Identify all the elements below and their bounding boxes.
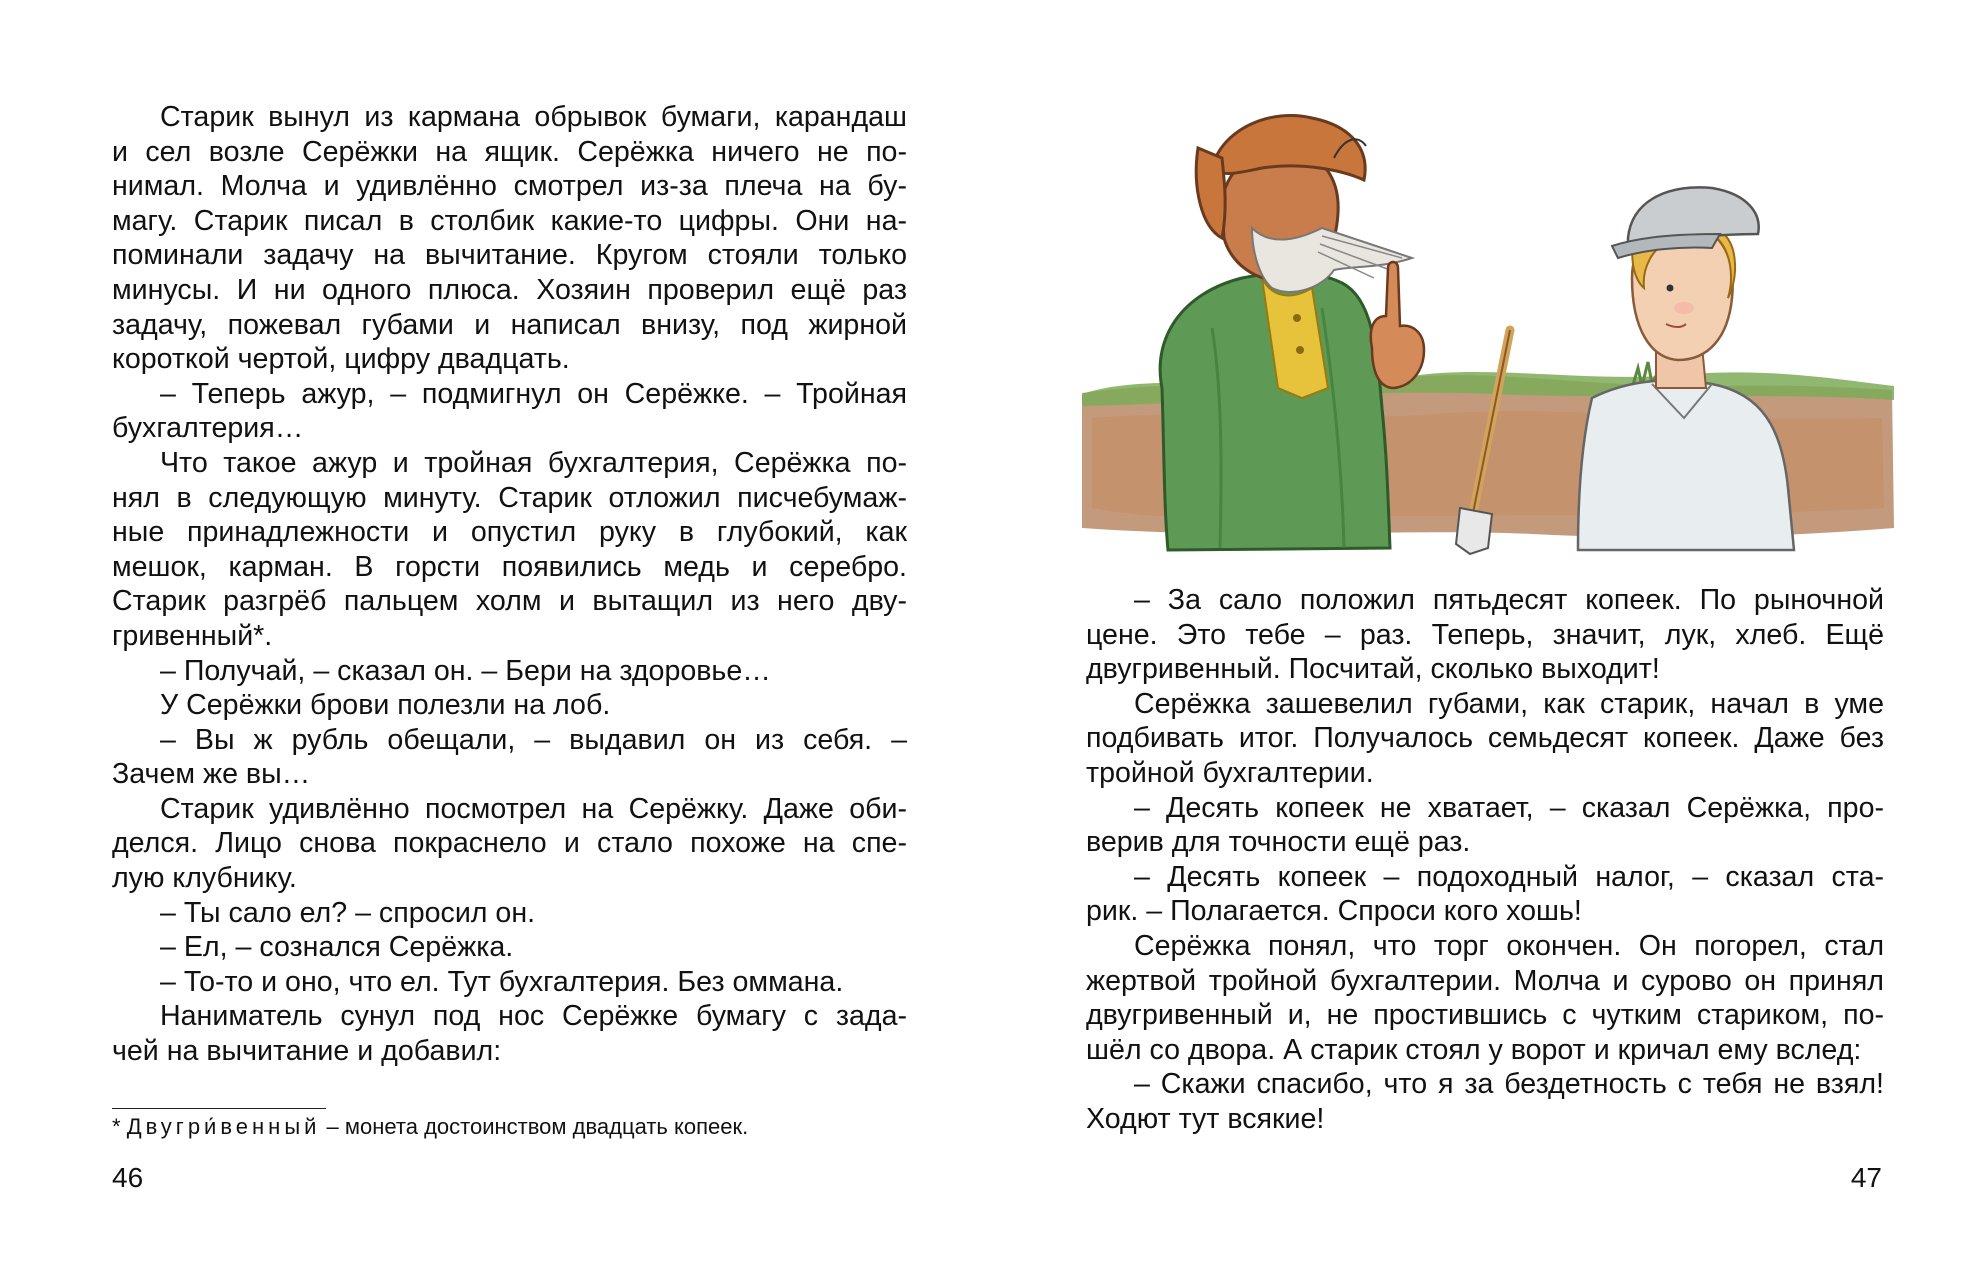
text-line: поминали задачу на вычитание. Кругом стояли только [112,239,907,272]
text-paragraph [112,688,907,723]
text-line: Наниматель сунул под нос Серёжке бумагу с зада- [160,1000,907,1033]
page-number-left: 46 [112,1162,144,1193]
dialogue-paragraph [1086,583,1884,687]
text-line: и сел возле Серёжки на ящик. Серёжка ничего не по- [112,135,907,168]
footnote-definition: – монета достоинством двадцать копеек. [326,1114,749,1139]
footnote-separator [112,1108,326,1109]
dialogue-paragraph [112,377,907,446]
text-line: двугривенный и, не простившись с чутким стариком, по- [1086,999,1884,1032]
text-line: Старик удивлённо посмотрел на Серёжку. Даже оби- [160,792,907,825]
text-line: – То-то и оно, что ел. Тут бухгалтерия. Без оммана. [160,965,844,998]
text-line: шёл со двора. А старик стоял у ворот и кричал ему вслед: [1086,1033,1862,1066]
text-line: Что такое ажур и тройная бухгалтерия, Серёжка по- [160,446,907,479]
text-line: Серёжка зашевелил губами, как старик, начал в уме [1134,687,1884,720]
text-line: – Вы ж рубль обещали, – выдавил он из себя. – [160,723,907,756]
left-page-text [112,100,907,1069]
text-line: минусы. И ни одного плюса. Хозяин проверил ещё раз [112,273,907,306]
text-line: мешок, карман. В горсти появились медь и серебро. [112,550,907,583]
dialogue-paragraph [112,654,907,689]
text-line: цене. Это тебе – раз. Теперь, значит, лук, хлеб. Ещё [1086,618,1884,651]
text-paragraph [112,446,907,654]
dialogue-paragraph [1086,1067,1884,1136]
text-line: лую клубнику. [112,862,297,895]
right-page [992,0,1984,1270]
dialogue-paragraph [112,896,907,931]
text-line: жертвой тройной бухгалтерии. Молча и сурово он принял [1086,964,1884,997]
dialogue-paragraph [1086,791,1884,860]
text-line: подбивать итог. Получалось семьдесят копеек. Даже без [1086,722,1884,755]
dialogue-paragraph [112,965,907,1000]
text-line: короткой чертой, цифру двадцать. [112,343,570,376]
text-paragraph [112,792,907,896]
dialogue-paragraph [1086,860,1884,929]
text-line: бухгалтерия… [112,412,304,445]
dialogue-paragraph [112,723,907,792]
text-line: магу. Старик писал в столбик какие-то цифры. Они на- [112,204,907,237]
shovel-blade [1456,508,1492,554]
text-line: Зачем же вы… [112,758,311,791]
text-line: нимал. Молча и удивлённо смотрел из-за плеча на бу- [112,170,907,203]
text-line: верив для точности ещё раз. [1086,826,1471,859]
text-line: чей на вычитание и добавил: [112,1035,502,1068]
text-paragraph [112,999,907,1068]
text-line: задачу, пожевал губами и написал внизу, под жирной [112,308,907,341]
text-line: Старик разгрёб пальцем холм и вытащил из него дву- [112,585,907,618]
text-line: – Скажи спасибо, что я за бездетность с тебя не взял! [1134,1068,1884,1101]
text-line: Серёжка понял, что торг окончен. Он погорел, стал [1134,929,1884,962]
old-man-hat-flap [1196,148,1225,238]
text-line: Старик вынул из кармана обрывок бумаги, карандаш [160,101,907,133]
text-line: – Ел, – сознался Серёжка. [160,931,514,964]
footnote [112,1112,912,1142]
text-line: Ходют тут всякие! [1086,1102,1325,1135]
text-line: рик. – Полагается. Спроси кого хошь! [1086,895,1582,928]
text-line: двугривенный. Посчитай, сколько выходит! [1086,653,1660,686]
text-line: нял в следующую минуту. Старик отложил писчебумаж- [112,481,907,514]
text-line: – За сало положил пятьдесят копеек. По рыночной [1134,584,1884,616]
text-line: делся. Лицо снова покраснело и стало похоже на спе- [112,827,907,860]
text-line: – Ты сало ел? – спросил он. [160,896,536,929]
text-line: – Получай, – сказал он. – Бери на здоровье… [160,654,771,687]
text-line: – Десять копеек – подоходный налог, – сказал ста- [1134,860,1884,893]
old-man-and-boy-illustration [1072,88,1898,560]
dialogue-paragraph [112,930,907,965]
text-paragraph [1086,929,1884,1067]
text-line: – Теперь ажур, – подмигнул он Серёжке. – Тройная [160,377,907,410]
text-line: тройной бухгалтерии. [1086,756,1374,789]
footnote-term: Двугри́венный [126,1114,321,1139]
text-paragraph [112,100,907,377]
text-line: У Серёжки брови полезли на лоб. [160,689,611,722]
footnote-marker: * [112,1114,121,1139]
text-line: ные принадлежности и опустил руку в глубокий, как [112,516,907,549]
right-page-text [1086,583,1884,1137]
page-number-right: 47 [1850,1162,1882,1193]
old-man-hand [1371,262,1424,388]
text-paragraph [1086,687,1884,791]
text-line: – Десять копеек не хватает, – сказал Серёжка, про- [1134,791,1884,824]
text-line: гривенный*. [112,619,273,652]
